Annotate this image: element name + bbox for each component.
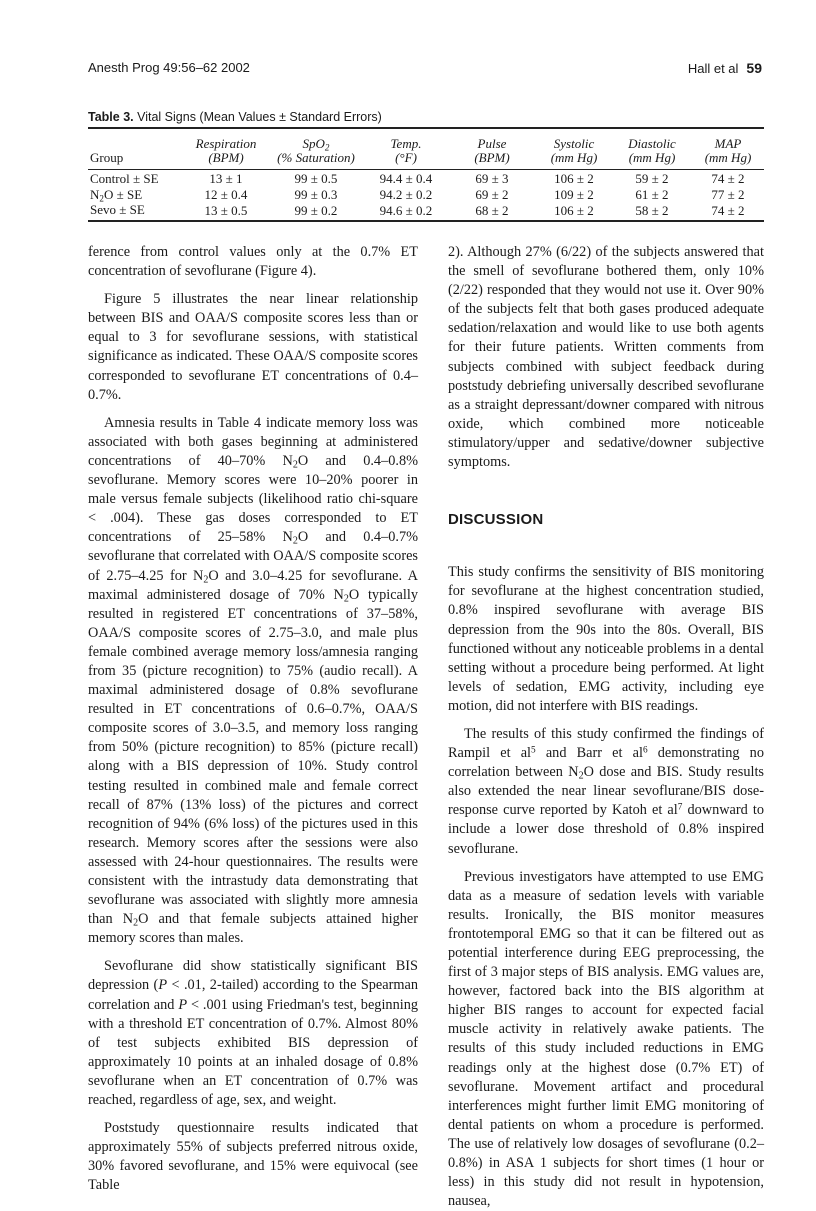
table-caption-text: Vital Signs (Mean Values ± Standard Errors): [137, 110, 382, 124]
cell-map: 74 ± 2: [711, 203, 745, 218]
col-header-respiration: Respiration (BPM): [195, 136, 257, 165]
cell-spo2: 99 ± 0.5: [294, 170, 338, 186]
cell-spo2: 99 ± 0.2: [294, 203, 338, 218]
paragraph-amnesia: Amnesia results in Table 4 indicate memory loss was associated with both gases beginning at administered concentrations of 40–70% $N_2O$ and 0.4–0.8% sevoflurane. Memory scores were 10–20% poorer in male versus female subjects (likelihood ratio chi-square < .004). These gas doses corresponded to ET concentrations of 25–58% $N_2O$ and 0.4–0.7% sevoflurane that correlated with OAA/S composite scores of 2.75–4.25 for $N_2O$ and 3.0–4.25 for sevoflurane. A maximal administered dosage of 70% $N_2O$ typically resulted in registered ET concentrations of 37–58%, OAA/S composite scores of 2.75–3.0, and male plus female combined average memory loss/amnesia ranging from 35 (picture recognition) to 75% (audio recall). A maximal administered dosage of 0.8% sevoflurane resulted in ET concentrations of 0.6–0.7%, OAA/S composite scores of 3.0–3.5, and memory loss ranging from 50% (picture recognition) to 85% (picture recall) along with a BIS depression of 10%. Study control testing resulted in combined male and female correct recall of 87% (13% loss) of the pictures and correct recognition of 94% (6% loss) of the pictures used in this research. Memory scores after the sessions were also assessed with 24-hour questionnaires. The results were consistent with the intrastudy data demonstrating that sevoflurane was associated with slightly more amnesia than $N_2O$ and that female subjects attained higher memory scores than males.: [88, 414, 419, 947]
running-header-authors: Hall et al: [687, 61, 739, 76]
cell-systolic: 106 ± 2: [554, 170, 594, 186]
cell-temp: 94.2 ± 0.2: [379, 186, 433, 202]
col-header-group: Group: [90, 150, 124, 165]
cell-diastolic: 59 ± 2: [635, 170, 669, 186]
left-column: [88, 243, 418, 1196]
vital-signs-table: [88, 127, 764, 222]
cell-systolic: 106 ± 2: [554, 203, 594, 218]
table-row: [88, 170, 764, 187]
cell-map: 74 ± 2: [711, 170, 745, 186]
running-header-journal: Anesth Prog 49:56–62 2002: [88, 60, 250, 75]
running-header-right: [670, 60, 762, 76]
paragraph: Figure 5 illustrates the near linear relationship between BIS and OAA/S composite scores less than or equal to 3 for sevoflurane sessions, with statistical significance as indicated. These OAA/S composite scores corresponded to sevoflurane ET concentrations of 0.4–0.7%.: [88, 291, 418, 403]
paragraph: Previous investigators have attempted to use EMG data as a measure of sedation levels with variable results. Ironically, the BIS monitor measures frontotemporal EMG so that it can be filtered out as potential interference during EEG preprocessing, the first of 3 major steps of BIS analysis. EMG values are, however, factored back into the BIS algorithm at higher BIS ranges to account for expected facial muscle activity in relatively awake patients. The results of this study included reductions in EMG readings only at the highest dose (0.7% ET) of sevoflurane. Movement artifact and procedural interferences might further limit EMG monitoring of dental patients on whom a procedure is performed. The use of relatively low dosages of sevoflurane (0.2–0.8%) in ASA 1 subjects for short times (1 hour or less) in this study did not result in hypotension, nausea,: [448, 868, 764, 1210]
row-group: Control ± SE: [90, 170, 159, 186]
col-header-temp: Temp. (°F): [390, 136, 422, 165]
col-header-map: MAP (mm Hg): [704, 136, 752, 165]
cell-spo2: 99 ± 0.3: [294, 186, 338, 202]
cell-temp: 94.6 ± 0.2: [379, 203, 433, 218]
row-group: $N_2O$ ± SE: [90, 186, 143, 203]
table-row: [88, 187, 764, 202]
cell-diastolic: 58 ± 2: [635, 203, 669, 218]
table-caption: [88, 110, 382, 124]
page-number: 59: [746, 60, 762, 76]
cell-pulse: 69 ± 2: [475, 186, 509, 202]
paragraph-bis-depression: Sevoflurane did show statistically significant BIS depression (P < .01, 2-tailed) according to the Spearman correlation and P < .001 using Friedman's test, beginning with a threshold ET concentration of 0.7%. Almost 80% of test subjects exhibited BIS depression of approximately 10 points at an inhaled dosage of 0.8% sevoflurane when an ET concentration of 0.7% was reached, regardless of age, sex, and weight.: [88, 958, 418, 1109]
table-header-row: [88, 128, 764, 170]
table-label: Table 3.: [88, 110, 134, 124]
col-header-diastolic: Diastolic (mm Hg): [628, 136, 676, 165]
col-header-pulse: Pulse (BPM): [474, 136, 510, 165]
paragraph-references: The results of this study confirmed the findings of Rampil et $al^5$ and Barr et $al^6$ demonstrating no correlation between $N_2O$ dose and BIS. Study results also extended the near linear sevoflurane/BIS dose-response curve reported by Katoh et $al^7$ downward to include a lower dose threshold of 0.8% inspired sevoflurane.: [448, 725, 764, 857]
cell-pulse: 69 ± 3: [475, 170, 509, 186]
cell-systolic: 109 ± 2: [554, 186, 594, 202]
col-header-systolic: Systolic (mm Hg): [550, 136, 598, 165]
section-heading-discussion: DISCUSSION: [448, 511, 544, 529]
paragraph: ference from control values only at the 0.7% ET concentration of sevoflurane (Figure 4).: [88, 244, 418, 280]
col-header-spo2: SpO$_2$ (% Saturation): [277, 136, 355, 165]
paragraph: This study confirms the sensitivity of BIS monitoring for sevoflurane at the highest concentration studied, 0.8% inspired sevoflurane with average BIS depression from the 90s into the 80s. Overall, BIS functioned without any noticeable problems in a dental setting without a procedure being performed. At light levels of sedation, EMG activity, including eye motion, did not interfere with BIS readings.: [448, 564, 764, 714]
cell-respiration: 12 ± 0.4: [204, 186, 248, 202]
cell-map: 77 ± 2: [711, 186, 745, 202]
paragraph: Poststudy questionnaire results indicated that approximately 55% of subjects preferred nitrous oxide, 30% favored sevoflurane, and 15% were equivocal (see Table: [88, 1120, 418, 1194]
cell-pulse: 68 ± 2: [475, 203, 509, 218]
table-row: [88, 202, 764, 221]
cell-respiration: 13 ± 1: [209, 170, 243, 186]
row-group: Sevo ± SE: [90, 201, 145, 217]
paragraph: 2). Although 27% (6/22) of the subjects answered that the smell of sevoflurane bothered them, only 10% (2/22) responded that they would not use it. Over 90% of the subjects felt that both gases produced adequate sedation/relaxation and would like to use both agents for their future patients. Written comments from subjects combined with subject feedback during poststudy debriefing universally described sevoflurane as a straight depressant/downer compared with nitrous oxide, which combined more noticeable stimulatory/upper and sedative/downer subjective symptoms.: [448, 244, 764, 471]
cell-diastolic: 61 ± 2: [635, 186, 669, 202]
cell-temp: 94.4 ± 0.4: [379, 170, 433, 186]
cell-respiration: 13 ± 0.5: [204, 203, 248, 218]
right-column: [448, 243, 764, 1211]
